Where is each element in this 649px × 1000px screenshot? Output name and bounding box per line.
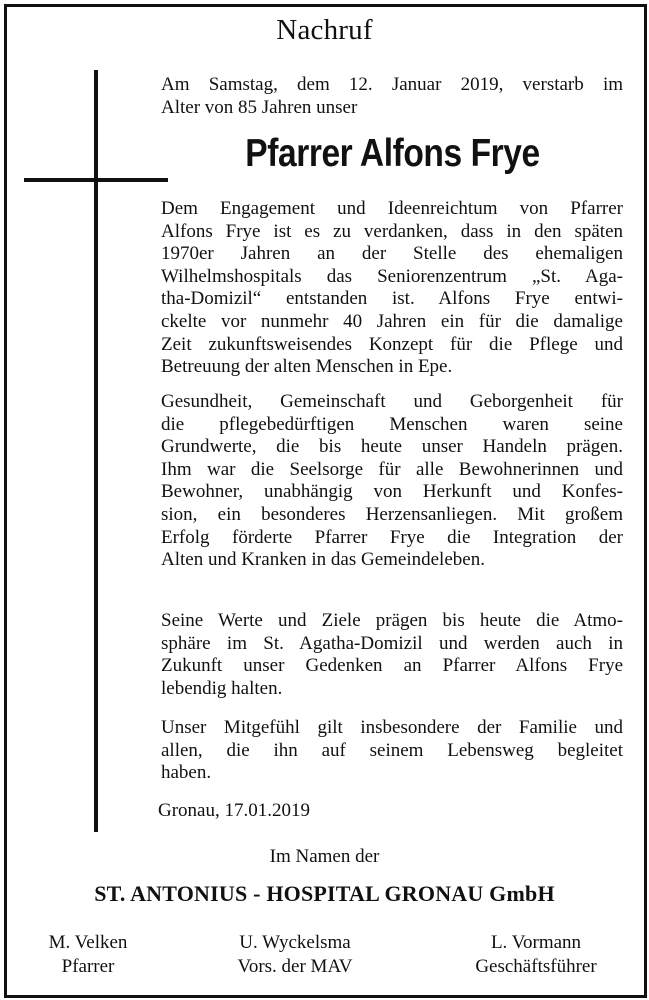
place-date: Gronau, 17.01.2019 [158, 800, 310, 821]
text-line: Alfons Frye ist es zu verdanken, dass in den späten [161, 220, 623, 242]
text-line: Dem Engagement und Ideenreichtum von Pfarrer [161, 198, 623, 219]
organization-name: ST. ANTONIUS - HOSPITAL GRONAU GmbH [94, 881, 555, 906]
signatory-3 [446, 931, 626, 979]
text-line: Gesundheit, Gemeinschaft und Geborgenheit für [161, 391, 623, 412]
text-line: Unser Mitgefühl gilt insbesondere der Familie und [161, 717, 623, 738]
text-line: Zukunft unser Gedenken an Pfarrer Alfons Frye [161, 655, 623, 677]
text-line: die pflegebedürftigen Menschen waren seine [161, 413, 623, 435]
signatory-role: Pfarrer [61, 956, 115, 977]
text-line: Grundwerte, die bis heute unser Handeln prägen. [161, 436, 623, 458]
signatory-role: Vors. der MAV [237, 956, 353, 977]
text-line: lebendig halten. [161, 677, 283, 699]
paragraph-2 [161, 391, 623, 572]
signatory-1 [18, 931, 158, 979]
text-line: Bewohner, unabhängig von Herkunft und Konfes- [161, 481, 623, 503]
paragraph-1 [161, 198, 623, 379]
paragraph-4 [161, 717, 623, 785]
text-line: allen, die ihn auf seinem Lebensweg begleitet [161, 739, 623, 761]
on-behalf-text: Im Namen der [269, 846, 380, 867]
text-line: sion, ein besonderes Herzensanliegen. Mit großem [161, 503, 623, 525]
intro-line: Am Samstag, dem 12. Januar 2019, verstarb im [161, 74, 623, 95]
intro-line: Alter von 85 Jahren unser [161, 96, 358, 118]
cross-icon-horizontal [24, 178, 168, 182]
notice-heading: Nachruf [276, 14, 373, 46]
text-line: Wilhelmshospitals das Seniorenzentrum „St. Aga- [161, 265, 623, 287]
text-line: Zeit zukunftsweisendes Konzept für die Pflege und [161, 333, 623, 355]
text-line: Seine Werte und Ziele prägen bis heute die Atmo- [161, 610, 623, 631]
text-line: Alten und Kranken in das Gemeindeleben. [161, 549, 485, 571]
paragraph-3 [161, 610, 623, 700]
signatory-name: U. Wyckelsma [239, 932, 351, 953]
text-line: sphäre im St. Agatha-Domizil und werden auch in [161, 632, 623, 654]
text-line: Erfolg förderte Pfarrer Frye die Integration der [161, 526, 623, 548]
signatory-name: L. Vormann [490, 932, 582, 953]
text-line: ckelte vor nunmehr 40 Jahren ein für die damalige [161, 310, 623, 332]
text-line: 1970er Jahren an der Stelle des ehemaligen [161, 243, 623, 265]
signatory-name: M. Velken [48, 932, 128, 953]
signatory-role: Geschäftsführer [475, 956, 597, 977]
intro-text [161, 74, 623, 119]
deceased-name: Pfarrer Alfons Frye [245, 132, 540, 175]
text-line: haben. [161, 762, 212, 784]
text-line: tha-Domizil“ entstanden ist. Alfons Frye entwi- [161, 288, 623, 310]
cross-icon-vertical [94, 70, 98, 832]
text-line: Ihm war die Seelsorge für alle Bewohnerinnen und [161, 458, 623, 480]
text-line: Betreuung der alten Menschen in Epe. [161, 356, 453, 378]
signatory-2 [220, 931, 370, 979]
